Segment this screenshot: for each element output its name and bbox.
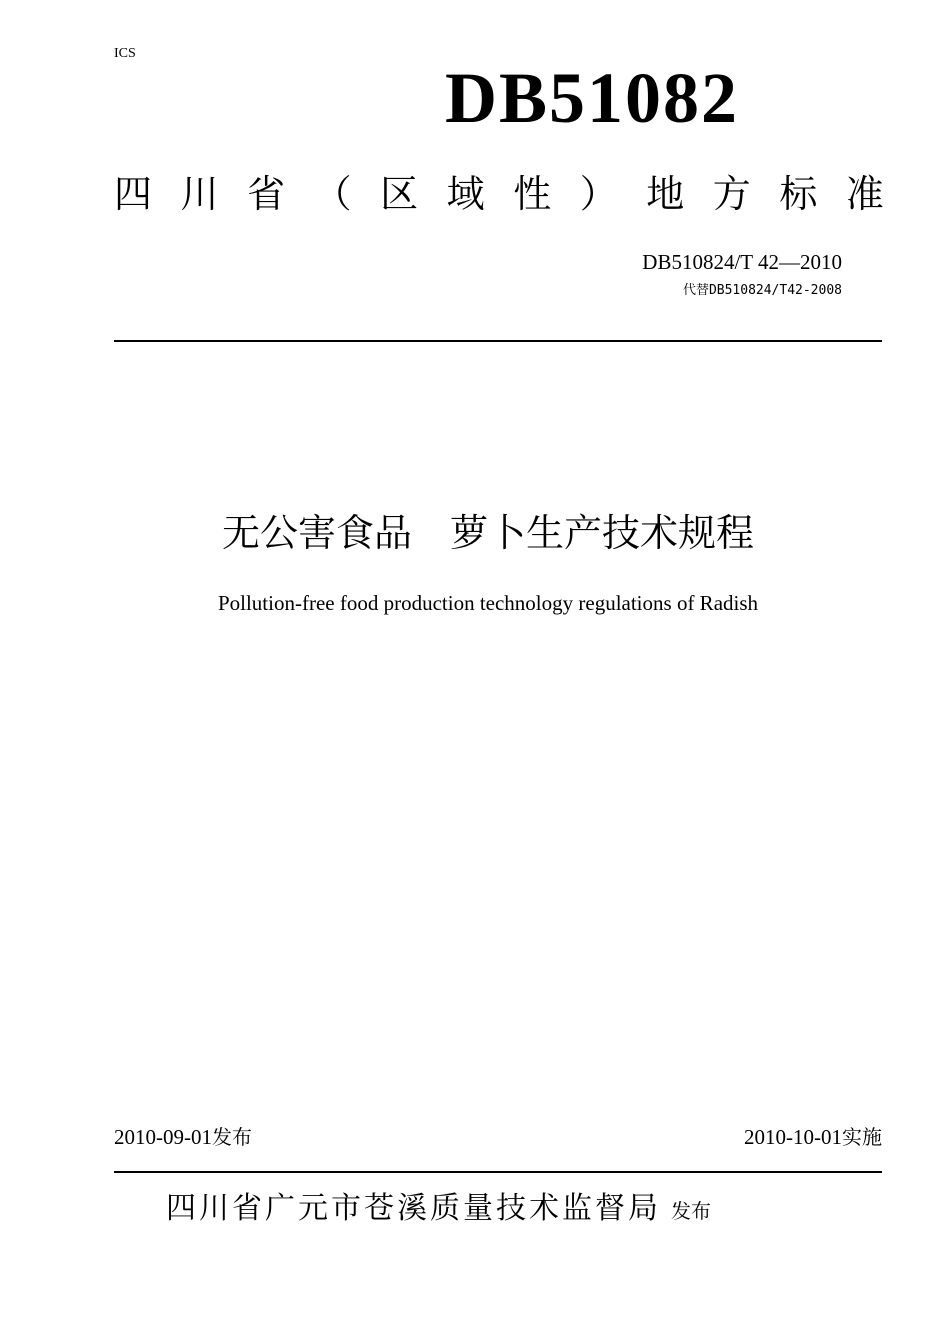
classification-char: 川 [180,172,219,216]
header-divider [114,340,882,342]
publish-action: 发布 [671,1199,711,1223]
classification-char: 省 [247,172,286,216]
classification-char: 四 [114,172,153,216]
publisher-name: 四川省广元市苍溪质量技术监督局 [166,1191,661,1226]
classification-char: ） [579,172,618,216]
classification-char: 准 [845,172,884,216]
publisher-line [166,1183,711,1227]
ics-label: ICS [114,46,136,61]
implement-date: 2010-10-01 [744,1125,842,1149]
standard-number: DB510824/T 42—2010 [642,250,842,274]
classification-char: 地 [646,172,685,216]
classification-char: 标 [779,172,818,216]
classification-char: （ [313,172,352,216]
implement-date-block [744,1121,882,1150]
footer-divider [114,1171,882,1173]
classification-char: 区 [380,172,419,216]
classification-char: 域 [446,172,485,216]
standard-code-heading: DB51082 [445,58,740,138]
classification-char: 性 [513,172,552,216]
document-title-english: Pollution-free food production technology regulations of Radish [217,591,759,615]
issue-date: 2010-09-01 [114,1125,212,1149]
replaces-standard: 代替DB510824/T42-2008 [682,283,842,298]
issue-date-block [114,1121,252,1150]
standard-classification [114,170,884,218]
issue-label: 发布 [212,1125,252,1149]
implement-label: 实施 [842,1125,882,1149]
document-title-chinese: 无公害食品 萝卜生产技术规程 [221,511,754,555]
classification-char: 方 [712,172,751,216]
